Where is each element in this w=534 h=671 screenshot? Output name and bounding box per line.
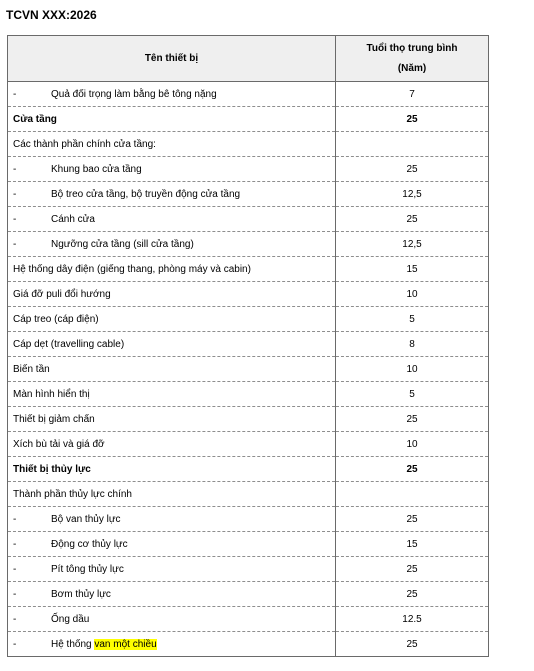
equipment-name: Quả đối trọng làm bằng bê tông nặng <box>51 88 217 100</box>
equipment-name-cell <box>8 357 336 382</box>
equipment-name-cell <box>8 382 336 407</box>
table-header-row <box>8 36 489 82</box>
equipment-name: Giá đỡ puli đổi hướng <box>13 288 111 300</box>
equipment-name: Cáp treo (cáp điện) <box>13 313 99 325</box>
list-dash: - <box>13 88 17 100</box>
equipment-name: Bơm thủy lực <box>51 588 111 600</box>
table-row <box>8 482 489 507</box>
table-row <box>8 257 489 282</box>
equipment-name: Xích bù tải và giá đỡ <box>13 438 105 450</box>
table-body <box>8 82 489 657</box>
lifespan-value: 8 <box>336 332 489 357</box>
table-row <box>8 407 489 432</box>
lifespan-value <box>336 482 489 507</box>
equipment-name: Biến tần <box>13 363 50 375</box>
equipment-name-cell <box>8 407 336 432</box>
equipment-name: Bộ treo cửa tầng, bộ truyền động cửa tầng <box>51 188 241 200</box>
equipment-name-cell <box>8 532 336 557</box>
lifespan-value: 10 <box>336 432 489 457</box>
equipment-name: Màn hình hiển thị <box>13 388 90 400</box>
lifespan-value: 25 <box>336 557 489 582</box>
equipment-name-cell <box>8 307 336 332</box>
lifespan-value: 25 <box>336 582 489 607</box>
equipment-name-cell <box>8 282 336 307</box>
equipment-name-cell <box>8 232 336 257</box>
list-dash: - <box>13 513 17 525</box>
table-row <box>8 182 489 207</box>
equipment-lifespan-table <box>7 35 489 657</box>
table-row <box>8 282 489 307</box>
table-row <box>8 357 489 382</box>
lifespan-value: 12.5 <box>336 607 489 632</box>
table-row <box>8 457 489 482</box>
table-row <box>8 307 489 332</box>
equipment-name-cell <box>8 257 336 282</box>
equipment-name-cell <box>8 82 336 107</box>
lifespan-value <box>336 132 489 157</box>
equipment-name: Khung bao cửa tầng <box>51 163 142 175</box>
equipment-name-cell <box>8 432 336 457</box>
table-row <box>8 582 489 607</box>
table-row <box>8 82 489 107</box>
equipment-name-cell <box>8 582 336 607</box>
list-dash: - <box>13 588 17 600</box>
table-row <box>8 107 489 132</box>
header-lifespan-unit: (Năm) <box>397 62 427 74</box>
header-equipment-name: Tên thiết bị <box>8 36 336 82</box>
list-dash: - <box>13 213 17 225</box>
lifespan-value: 5 <box>336 307 489 332</box>
list-dash: - <box>13 638 17 650</box>
equipment-name: Bộ van thủy lực <box>51 513 121 525</box>
equipment-name: Động cơ thủy lực <box>51 538 128 550</box>
equipment-name: Cánh cửa <box>51 213 95 225</box>
lifespan-value: 15 <box>336 257 489 282</box>
equipment-name-cell <box>8 107 336 132</box>
equipment-name: Hệ thống <box>51 638 95 650</box>
lifespan-value: 25 <box>336 107 489 132</box>
lifespan-value: 12,5 <box>336 232 489 257</box>
table-row <box>8 557 489 582</box>
lifespan-value: 25 <box>336 157 489 182</box>
lifespan-value: 10 <box>336 282 489 307</box>
table-row <box>8 532 489 557</box>
equipment-name-cell <box>8 507 336 532</box>
equipment-name-cell <box>8 482 336 507</box>
table-row <box>8 507 489 532</box>
equipment-name-cell <box>8 332 336 357</box>
equipment-name: Cáp dẹt (travelling cable) <box>13 338 125 350</box>
highlighted-text: van một chiều <box>94 638 157 650</box>
lifespan-value: 7 <box>336 82 489 107</box>
list-dash: - <box>13 563 17 575</box>
equipment-name: Thiết bị thủy lực <box>13 463 91 475</box>
table-row <box>8 207 489 232</box>
equipment-name: Thiết bị giảm chấn <box>13 413 95 425</box>
equipment-name-cell <box>8 607 336 632</box>
lifespan-value: 25 <box>336 632 489 657</box>
table-row <box>8 632 489 657</box>
equipment-name: Thành phần thủy lực chính <box>13 488 132 500</box>
equipment-name-cell <box>8 182 336 207</box>
table-row <box>8 232 489 257</box>
lifespan-value: 15 <box>336 532 489 557</box>
list-dash: - <box>13 613 17 625</box>
equipment-name: Các thành phần chính cửa tầng: <box>13 138 156 150</box>
table-row <box>8 132 489 157</box>
header-lifespan-line1: Tuổi thọ trung bình <box>366 42 458 54</box>
equipment-name-cell <box>8 132 336 157</box>
equipment-name-cell <box>8 632 336 657</box>
table-row <box>8 607 489 632</box>
list-dash: - <box>13 238 17 250</box>
header-average-lifespan <box>336 36 489 82</box>
table-row <box>8 332 489 357</box>
lifespan-value: 25 <box>336 457 489 482</box>
equipment-name-cell <box>8 457 336 482</box>
lifespan-value: 25 <box>336 407 489 432</box>
lifespan-value: 25 <box>336 507 489 532</box>
equipment-name-cell <box>8 157 336 182</box>
lifespan-value: 12,5 <box>336 182 489 207</box>
table-row <box>8 157 489 182</box>
equipment-name: Pít tông thủy lực <box>51 563 124 575</box>
document-code: TCVN XXX:2026 <box>6 8 97 22</box>
lifespan-value: 10 <box>336 357 489 382</box>
lifespan-value: 25 <box>336 207 489 232</box>
lifespan-value: 5 <box>336 382 489 407</box>
list-dash: - <box>13 188 17 200</box>
table-row <box>8 432 489 457</box>
equipment-name: Ngưỡng cửa tầng (sill cửa tầng) <box>51 238 194 250</box>
equipment-name: Ống dầu <box>51 613 90 625</box>
list-dash: - <box>13 538 17 550</box>
table-row <box>8 382 489 407</box>
equipment-name: Cửa tầng <box>13 113 57 125</box>
equipment-name-cell <box>8 557 336 582</box>
equipment-name: Hệ thống dây điện (giếng thang, phòng máy và cabin) <box>13 263 251 275</box>
equipment-name-cell <box>8 207 336 232</box>
list-dash: - <box>13 163 17 175</box>
